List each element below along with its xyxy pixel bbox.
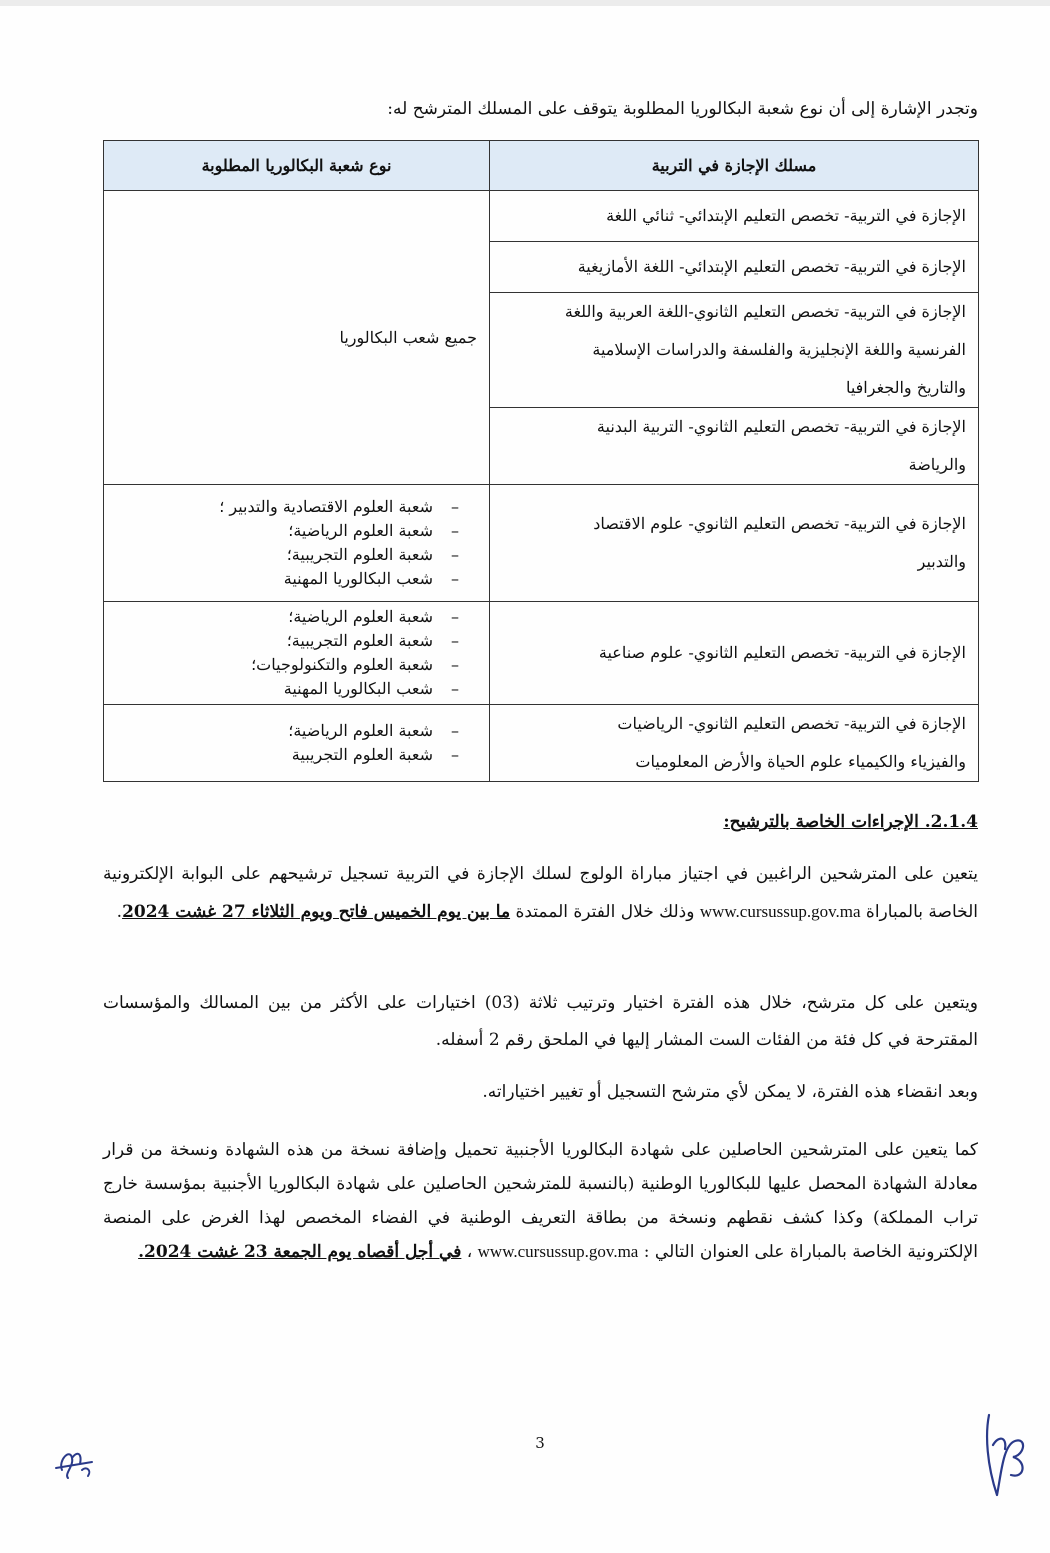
section-heading: 2.1.4. الإجراءات الخاصة بالترشيح: <box>723 812 978 832</box>
portal-link[interactable]: www.cursussup.gov.ma <box>699 902 861 921</box>
initials-signature-left <box>52 1440 98 1482</box>
bac-list-item: – شعبة العلوم الرياضية؛ <box>116 719 459 743</box>
bac-list-item: – شعبة العلوم التجريبية؛ <box>116 543 459 567</box>
table-header-row <box>104 141 979 191</box>
column-header-license: مسلك الإجازة في التربية <box>490 141 979 191</box>
requirements-table <box>103 140 979 782</box>
table-row <box>104 602 979 705</box>
bac-cell-all: جميع شعب البكالوريا <box>104 191 490 485</box>
upload-deadline: في أجل أقصاه يوم الجمعة 23 غشت 2024. <box>138 1242 462 1262</box>
table-row <box>104 191 979 242</box>
top-strip <box>0 0 1050 6</box>
paragraph-text: كما يتعين على المترشحين الحاصلين على شهادة البكالوريا الأجنبية تحميل وإضافة نسخة من هذه الشهادة ونسخة من قرار معادلة الشهادة المحصل عليها للبكالوريا الوطنية (بالنسبة للمترشحين الحاصلين على شهادة البكالوريا الأجنبية بمؤسسة خارج تراب المملكة) وكذا كشف نقطهم ونسخة من بطاقة التعريف الوطنية في الفضاء المخصص لهذا الغرض على المنصة الإلكترونية الخاصة بالمباراة على العنوان التالي : <box>103 1140 978 1262</box>
license-line: الإجازة في التربية- تخصص التعليم الثانوي-اللغة العربية واللغة <box>564 302 966 321</box>
bac-cell <box>104 705 490 782</box>
license-cell: الإجازة في التربية- تخصص التعليم الإبتدائي- اللغة الأمازيغية <box>490 242 979 293</box>
paragraph-choices: ويتعين على كل مترشح، خلال هذه الفترة اختيار وترتيب ثلاثة (03) اختيارات على الأكثر من بين المسالك والمؤسسات المقترحة في كل فئة من الفئات الست المشار إليها في الملحق رقم 2 أسفله. <box>103 993 979 1050</box>
registration-period: ما بين يوم الخميس فاتح ويوم الثلاثاء 27 غشت 2024 <box>122 902 511 922</box>
license-cell: الإجازة في التربية- تخصص التعليم الثانوي- علوم صناعية <box>490 602 979 705</box>
license-line: والفيزياء والكيمياء علوم الحياة والأرض المعلوميات <box>635 752 966 771</box>
paragraph-text: يتعين على المترشحين الراغبين في اجتياز مباراة الولوج لسلك الإجازة في التربية تسجيل ترشيحهم على البوابة الإلكترونية الخاصة بالمباراة <box>103 864 978 922</box>
license-cell <box>490 408 979 485</box>
license-line: الإجازة في التربية- تخصص التعليم الثانوي- الرياضيات <box>617 714 966 733</box>
bac-list-item: – شعب البكالوريا المهنية <box>116 677 459 701</box>
license-cell <box>490 705 979 782</box>
bac-list-item: – شعبة العلوم الرياضية؛ <box>116 605 459 629</box>
paragraph-text: ، <box>461 1242 478 1262</box>
bac-list <box>116 605 459 701</box>
table-row <box>104 705 979 782</box>
intro-text: وتجدر الإشارة إلى أن نوع شعبة البكالوريا المطلوبة يتوقف على المسلك المترشح له: <box>387 99 978 119</box>
column-header-bac: نوع شعبة البكالوريا المطلوبة <box>104 141 490 191</box>
license-cell <box>490 293 979 408</box>
paragraph-closing: وبعد انقضاء هذه الفترة، لا يمكن لأي مترشح التسجيل أو تغيير اختياراته. <box>482 1082 978 1102</box>
paragraph-text: وذلك خلال الفترة الممتدة <box>510 902 700 922</box>
initials-signature-right <box>975 1405 1035 1505</box>
license-line: الإجازة في التربية- تخصص التعليم الثانوي- علوم الاقتصاد <box>593 514 966 533</box>
bac-list-item: – شعبة العلوم التجريبية؛ <box>116 629 459 653</box>
table-row <box>104 485 979 602</box>
bac-cell <box>104 602 490 705</box>
bac-list <box>116 719 459 767</box>
portal-link[interactable]: www.cursussup.gov.ma <box>477 1242 639 1261</box>
license-line: والرياضة <box>908 455 966 474</box>
license-line: الفرنسية واللغة الإنجليزية والفلسفة والدراسات الإسلامية <box>592 340 966 359</box>
bac-list-item: – شعب البكالوريا المهنية <box>116 567 459 591</box>
license-line: والتدبير <box>917 552 966 571</box>
paragraph-foreign-bac <box>103 1133 978 1269</box>
bac-list-item: – شعبة العلوم الرياضية؛ <box>116 519 459 543</box>
bac-list-item: – شعبة العلوم والتكنولوجيات؛ <box>116 653 459 677</box>
page-number: 3 <box>535 1434 545 1452</box>
paragraph-registration <box>103 856 978 931</box>
license-line: والتاريخ والجغرافيا <box>845 378 966 397</box>
bac-cell <box>104 485 490 602</box>
license-cell: الإجازة في التربية- تخصص التعليم الإبتدائي- ثنائي اللغة <box>490 191 979 242</box>
paragraph-text: . <box>116 902 123 922</box>
bac-list-item: – شعبة العلوم الاقتصادية والتدبير ؛ <box>116 495 459 519</box>
license-line: الإجازة في التربية- تخصص التعليم الثانوي- التربية البدنية <box>596 417 966 436</box>
license-cell <box>490 485 979 602</box>
bac-list-item: – شعبة العلوم التجريبية <box>116 743 459 767</box>
bac-list <box>116 495 459 591</box>
